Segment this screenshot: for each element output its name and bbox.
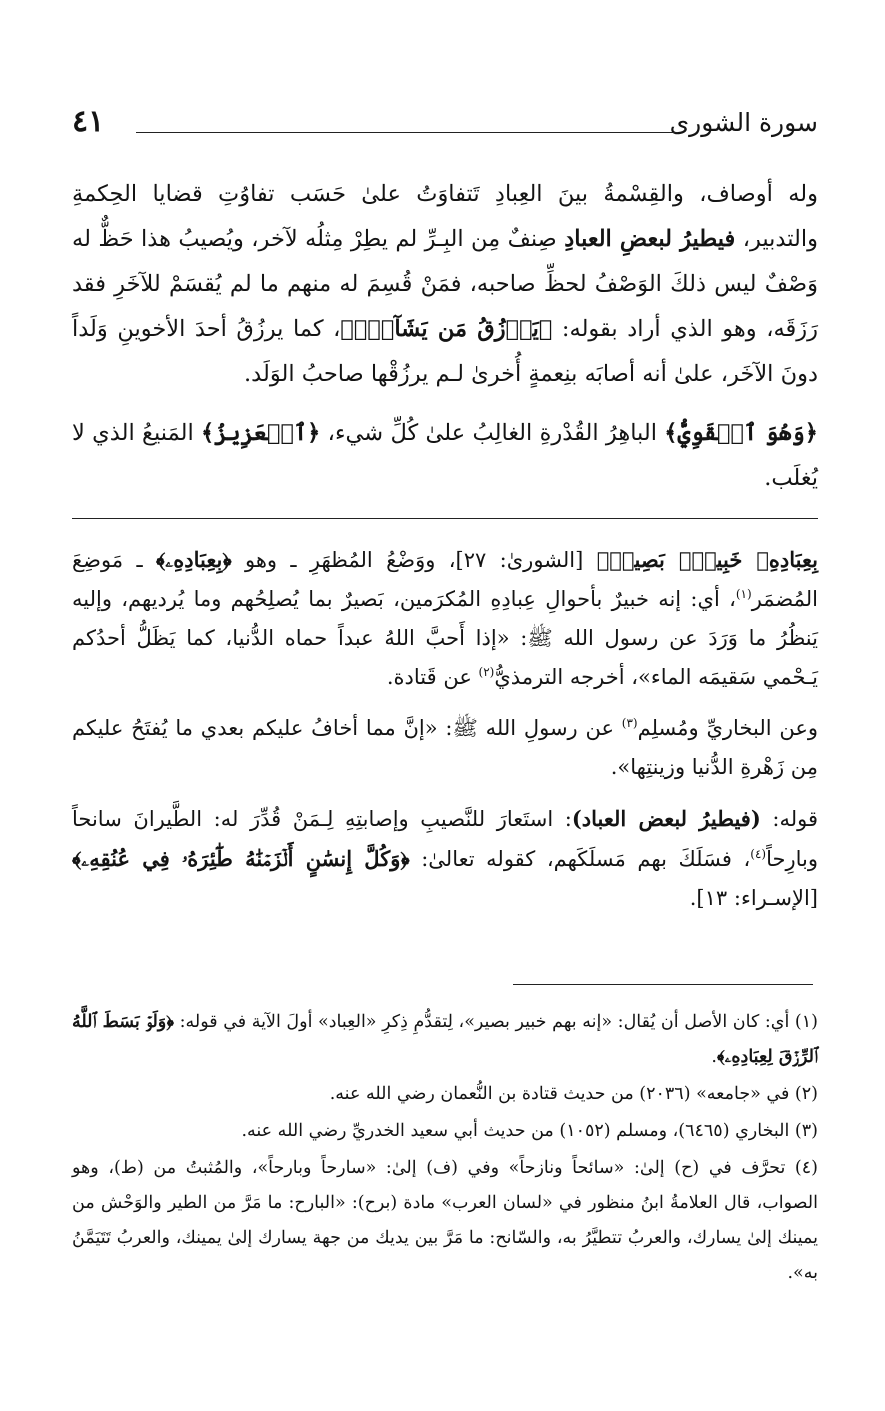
footnote-4: (٤) تحرَّف في (ح) إلىٰ: «سائحاً ونازحاً» وفي (ف) إلىٰ: «سارحاً وبارحاً»، والمُثبتُ من (ط)، وهو الصواب، قال العلامةُ ابنُ منظور في «لسان العرب» مادة (برح): «البارح: ما مَرَّ من الطير والوَحْش من يمينك إلىٰ يسارك، والعربُ تتطيَّرُ به، والسّانح: ما مَرَّ بين يديك من جهة يسارك إلىٰ يمينك، والعربُ تَتَيَمَّنُ به».: [72, 1158, 818, 1283]
text-run: ، فسَلَكَ بهم مَسلَكَهم، كقوله تعالىٰ:: [409, 847, 751, 871]
footnotes: [72, 1005, 818, 1291]
commentary-paragraph-3: [72, 799, 818, 918]
text-run: المَنيعُ الذي لا يُغلَب.: [72, 420, 818, 491]
text-run: [الشورىٰ: ٢٧]، ووَضْعُ المُظهَرِ ـ وهو: [231, 548, 597, 572]
footnote-1: [72, 1005, 818, 1075]
header-rule: [136, 132, 678, 133]
quran-quote: ﴿يَرۡزُقُ مَن يَشَآءُۖ﴾: [340, 316, 553, 342]
quran-quote: ﴿وَهُوَ ٱلۡقَوِيُّ﴾: [664, 420, 818, 446]
commentary-paragraph-2: [72, 709, 818, 787]
text-run: عن رسولِ الله ﷺ: «إنَّ مما أخافُ عليكم بعدي ما يُفتَحُ عليكم مِن زَهْرةِ الدُّنيا وزينتِها».: [72, 716, 818, 779]
text-run: وله أوصاف، والقِسْمةُ بينَ العِبادِ تَتفاوَتُ علىٰ حَسَب تفاوُتِ قضايا الحِكمةِ والتدبير،: [72, 181, 818, 252]
footnote-3: (٣) البخاري (٦٤٦٥)، ومسلم (١٠٥٢) من حديث أبي سعيد الخدريِّ رضي الله عنه.: [241, 1121, 818, 1141]
footnote-ref[interactable]: (٢): [478, 665, 495, 679]
text-run: .: [711, 1047, 717, 1067]
bold-phrase: فيطيرُ لبعضِ العبادِ: [564, 226, 736, 252]
main-paragraph-2: [72, 411, 818, 501]
text-run: ـ مَوضِعَ المُضمَر: [72, 548, 818, 611]
text-run: : استَعارَ للنَّصيبِ وإصابتِهِ لِـمَنْ قُدِّرَ له: الطَّيرانَ سانحاً وبارِحاً: [72, 807, 818, 871]
footnote-2: (٢) في «جامعه» (٢٠٣٦) من حديث قتادة بن النُّعمان رضي الله عنه.: [329, 1084, 818, 1104]
quran-quote: ﴿بِعِبَادِهِۦ﴾: [155, 547, 232, 572]
text-run: الباهِرُ القُدْرةِ الغالِبُ علىٰ كُلِّ شيء،: [320, 420, 665, 446]
text-run: (١) أي: كان الأصل أن يُقال: «إنه بهم خبير بصير»، لِتقدُّمِ ذِكرِ «العِباد» أولَ الآية في قوله:: [174, 1012, 818, 1032]
surah-title: سورة الشورى: [669, 108, 818, 137]
page-number: ٤١: [72, 104, 105, 139]
commentary: [72, 540, 818, 918]
main-paragraph-1: [72, 172, 818, 397]
text-run: [الإسـراء: ١٣].: [689, 886, 818, 910]
quran-quote: ﴿وَكُلَّ إِنسَٰنٍ أَلۡزَمۡنَٰهُ طَٰٓئِرَهُۥ فِي عُنُقِهِۦ﴾: [72, 846, 410, 871]
bold-phrase: (فيطيرُ لبعض العباد): [571, 806, 761, 831]
commentary-paragraph-1: [72, 540, 818, 697]
quran-quote: بِعِبَادِهِۦ خَبِيرُۢ بَصِيرٞ﴾: [596, 547, 818, 572]
footnote-ref[interactable]: (٤): [750, 847, 767, 861]
footnote-ref[interactable]: (٣): [621, 716, 638, 730]
section-divider: [72, 518, 818, 519]
text-run: عن قَتادة.: [386, 665, 479, 689]
text-run: ، كما يرزُقُ أحدَ الأخوينِ وَلَداً دونَ الآخَر، علىٰ أنه أصابَه بنِعمةٍ أُخرىٰ لـم يرزُقْها صاحبُ الوَلَد.: [72, 316, 818, 387]
quran-quote: ﴿ٱلۡعَزِيزُ﴾: [201, 420, 321, 446]
text-run: صِنفٌ مِن البِـرِّ لم يطِرْ مِثلُه لآخر، ويُصيبُ هذا حَظٌّ له وَصْفٌ ليس ذلكَ الوَصْفُ لحظِّ صاحبه، فمَنْ قُسِمَ له منهم ما لم يُقسَمْ للآخَرِ فقد رَزَقَه، وهو الذي أراد بقوله:: [72, 226, 819, 342]
text-run: وعن البخاريِّ ومُسلِم: [637, 716, 818, 740]
page-header: [72, 104, 818, 144]
footnote-rule: [513, 984, 813, 985]
text-run: قوله:: [760, 807, 818, 831]
main-text: [72, 172, 818, 501]
footnote-ref[interactable]: (١): [735, 587, 752, 601]
text-run: ، أي: إنه خبيرٌ بأحوالِ عِبادِهِ المُكرَمين، بَصيرٌ بما يُصلِحُهم وما يُرديهم، وإليه يَنظُرُ ما وَرَدَ عن رسول الله ﷺ: «إذا أَحبَّ اللهُ عبداً حماه الدُّنيا، كما يَظَلُّ أحدُكم يَـحْمي سَقيمَه الماء»، أخرجه الترمذيُّ: [72, 587, 818, 689]
quran-quote: ﴿وَلَوۡ بَسَطَ ٱللَّهُ ٱلرِّزۡقَ لِعِبَادِهِۦ﴾: [72, 1012, 818, 1067]
